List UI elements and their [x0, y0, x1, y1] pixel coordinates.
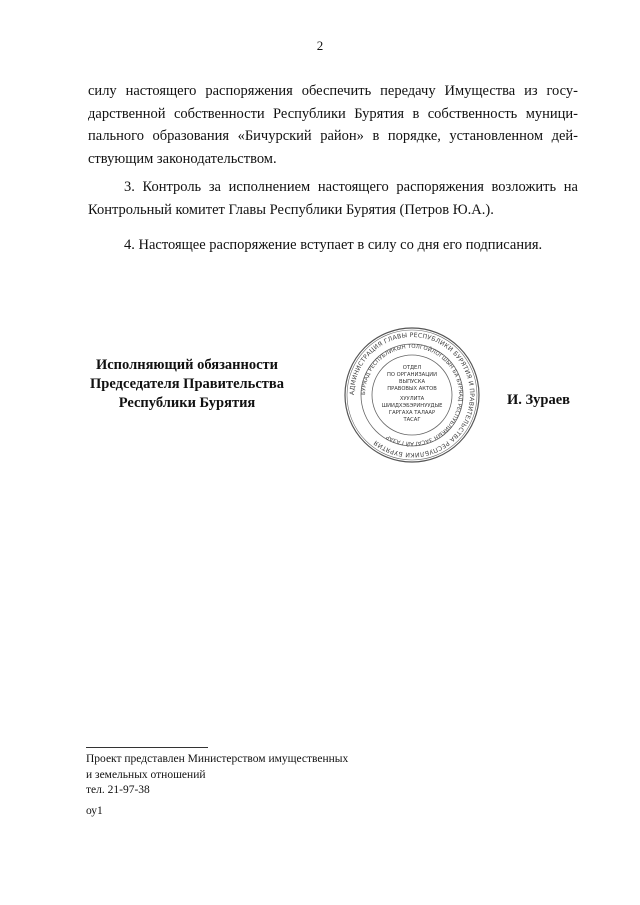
- text-line: дарственной собственности Республики Бурятия в собственность муници-: [88, 105, 578, 122]
- official-seal-stamp: [342, 325, 482, 465]
- seal-center-line: ПРАВОВЫХ АКТОВ: [387, 386, 437, 392]
- seal-center-line: ВЫПУСКА: [398, 379, 426, 385]
- seal-center-line: ХУУЛИТА: [399, 396, 425, 402]
- signatory-title-line: Республики Бурятия: [118, 395, 256, 411]
- footnote-line: Проект представлен Министерством имущественных: [86, 753, 349, 765]
- paragraph-effective-date: [88, 234, 578, 257]
- text-line: силу настоящего распоряжения обеспечить передачу Имущества из госу-: [88, 83, 578, 99]
- seal-inner-ring-text: БУРЯАД РЕСПУБЛИКЫН ТОЛГОЙЛОГШЫН БА БУРЯАД РЕСПУБЛИКЫН ЗАСАГАЙ ГАЗАР: [360, 343, 464, 447]
- text-line: Контрольный комитет Главы Республики Бурятия (Петров Ю.А.).: [88, 201, 494, 218]
- signatory-title: [72, 356, 302, 413]
- seal-center-line: ТАСАГ: [403, 417, 421, 423]
- footnote-line: и земельных отношений: [86, 768, 206, 781]
- footnote-line: тел. 21-97-38: [86, 784, 150, 796]
- page-number: 2: [316, 38, 324, 53]
- text-line: 3. Контроль за исполнением настоящего распоряжения возложить на: [124, 179, 578, 195]
- signatory-title-line: Исполняющий обязанности: [95, 357, 279, 373]
- footnote: [86, 752, 348, 799]
- seal-center-line: ПО ОРГАНИЗАЦИИ: [386, 372, 438, 378]
- seal-outer-ring-text: АДМИНИСТРАЦИЯ ГЛАВЫ РЕСПУБЛИКИ БУРЯТИЯ И ПРАВИТЕЛЬСТВА РЕСПУБЛИКИ БУРЯТИЯ: [348, 331, 476, 459]
- document-code: оу1: [86, 805, 103, 817]
- signatory-name: И. Зураев: [507, 392, 571, 408]
- text-line: ствующим законодательством.: [88, 150, 277, 167]
- seal-center-line: ОТДЕЛ: [402, 365, 422, 371]
- svg-text:АДМИНИСТРАЦИЯ ГЛАВЫ РЕСПУБЛИКИ: [349, 332, 475, 458]
- footnote-divider: [86, 747, 208, 748]
- signatory-title-line: Председателя Правительства: [90, 376, 284, 392]
- seal-center-line: ГАРГАХА ТАЛААР: [388, 410, 436, 416]
- text-line: пального образования «Бичурский район» в порядке, установленном дей-: [88, 128, 578, 144]
- text-line: 4. Настоящее распоряжение вступает в силу со дня его подписания.: [124, 237, 543, 253]
- paragraph-control: [88, 176, 578, 221]
- paragraph-transfer-property: [88, 80, 578, 170]
- seal-center-line: ШИИДХЭБЭРИНУУДЫЕ: [381, 403, 443, 409]
